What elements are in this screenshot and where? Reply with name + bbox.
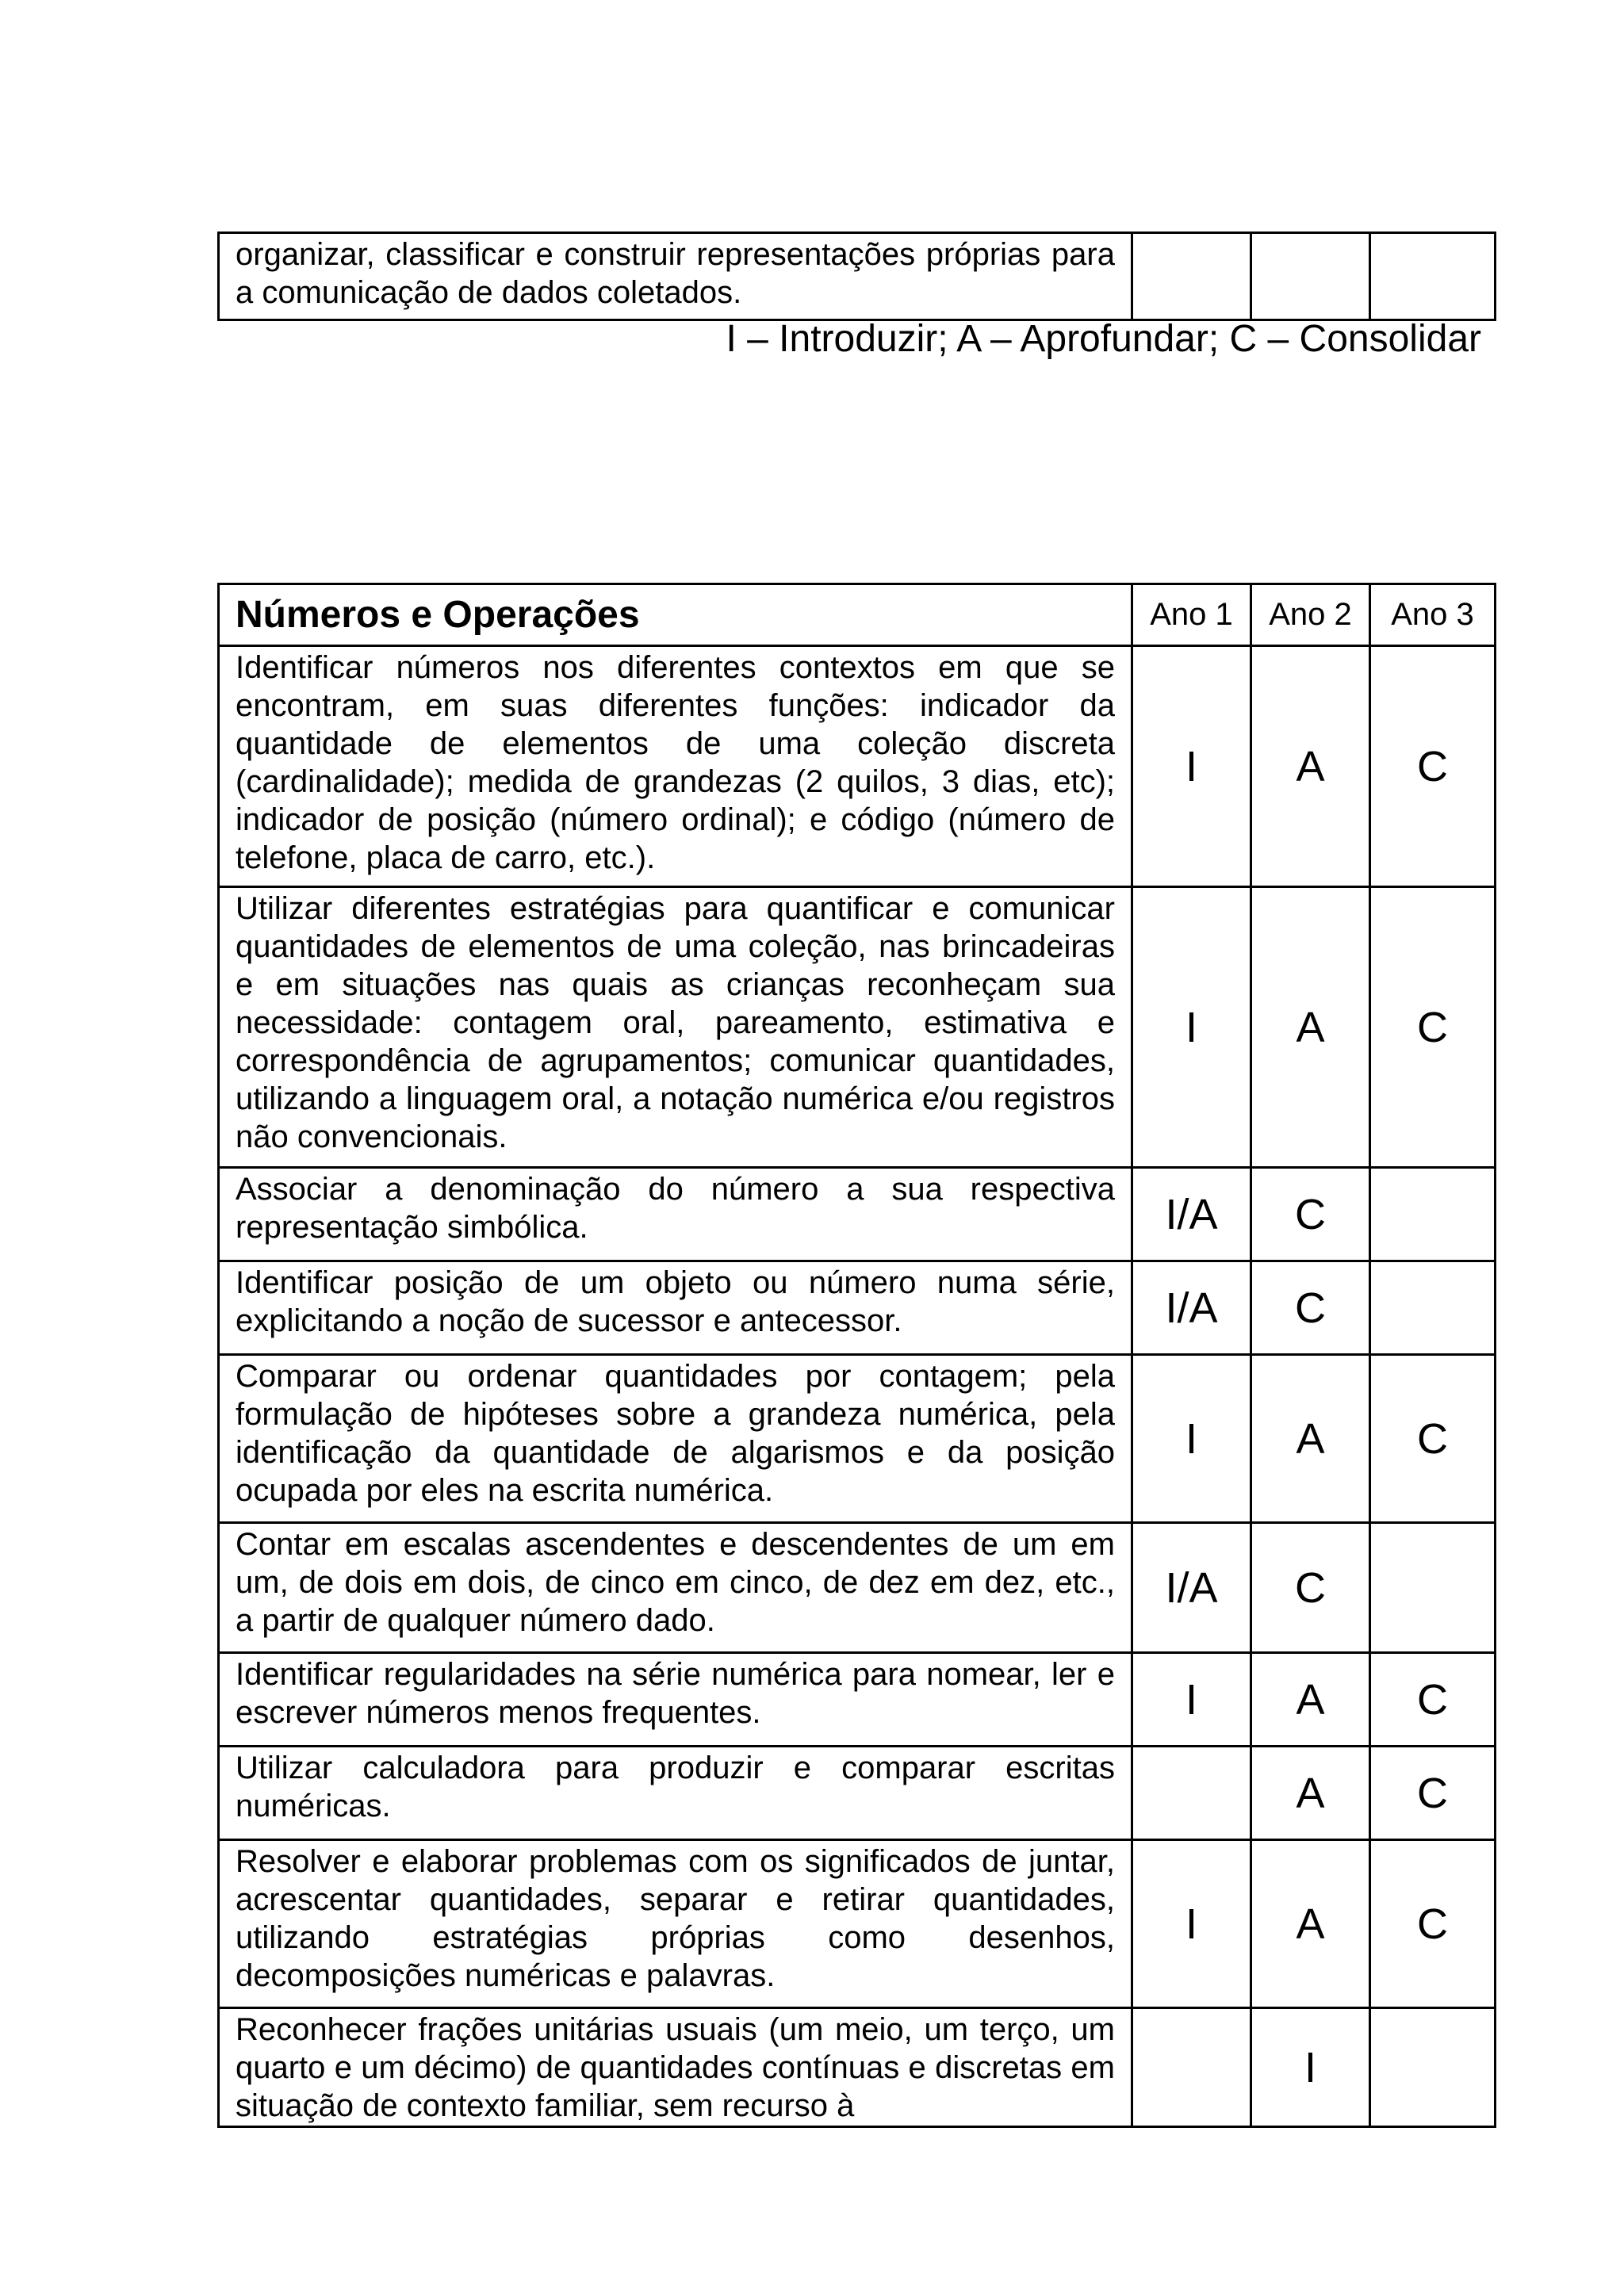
table-row: [219, 1523, 1496, 1653]
ano1-mark: [1132, 1747, 1251, 1840]
table-header-row: [219, 584, 1496, 646]
ano1-mark: [1132, 2008, 1251, 2127]
ano3-mark: C: [1370, 1653, 1496, 1747]
ano3-mark: C: [1370, 887, 1496, 1168]
ano2-mark: A: [1251, 1840, 1370, 2008]
ano3-mark: [1370, 1261, 1496, 1355]
continued-table: [217, 232, 1496, 321]
ano3-mark: [1370, 2008, 1496, 2127]
ano3-mark: C: [1370, 1355, 1496, 1523]
ano1-mark: I: [1132, 646, 1251, 887]
table-row: [219, 1355, 1496, 1523]
ano2-mark: A: [1251, 1653, 1370, 1747]
table-row: [219, 1653, 1496, 1747]
ano3-mark: [1370, 1523, 1496, 1653]
ano2-mark: [1251, 233, 1370, 320]
ano2-mark: A: [1251, 1355, 1370, 1523]
table-row: [219, 887, 1496, 1168]
table-row: [219, 1261, 1496, 1355]
row-description: Reconhecer frações unitárias usuais (um meio, um terço, um quarto e um décimo) de quantidades contínuas e discretas em situação de contexto familiar, sem recurso à: [219, 2008, 1132, 2127]
ano1-mark: I/A: [1132, 1523, 1251, 1653]
ano1-mark: [1132, 233, 1251, 320]
ano3-mark: C: [1370, 646, 1496, 887]
ano3-mark: [1370, 1168, 1496, 1261]
header-ano-3: Ano 3: [1370, 584, 1496, 646]
ano1-mark: I: [1132, 1653, 1251, 1747]
ano3-mark: C: [1370, 1747, 1496, 1840]
numeros-operacoes-table: [217, 583, 1496, 2128]
table-title: Números e Operações: [219, 584, 1132, 646]
row-description: Identificar números nos diferentes contextos em que se encontram, em suas diferentes funções: indicador da quantidade de elementos de uma coleção discreta (cardinalidade); medida de grandezas (2 quilos, 3 dias, etc); indicador de posição (número ordinal); e código (número de telefone, placa de carro, etc.).: [219, 646, 1132, 887]
ano2-mark: A: [1251, 646, 1370, 887]
ano1-mark: I: [1132, 887, 1251, 1168]
table-row: [219, 1168, 1496, 1261]
row-description: Utilizar calculadora para produzir e comparar escritas numéricas.: [219, 1747, 1132, 1840]
ano3-mark: [1370, 233, 1496, 320]
ano1-mark: I/A: [1132, 1261, 1251, 1355]
header-ano-2: Ano 2: [1251, 584, 1370, 646]
ano2-mark: C: [1251, 1261, 1370, 1355]
ano1-mark: I: [1132, 1355, 1251, 1523]
row-description: Contar em escalas ascendentes e descendentes de um em um, de dois em dois, de cinco em cinco, de dez em dez, etc., a partir de qualquer número dado.: [219, 1523, 1132, 1653]
ano2-mark: A: [1251, 1747, 1370, 1840]
table-row: [219, 646, 1496, 887]
row-description: Identificar posição de um objeto ou número numa série, explicitando a noção de sucessor e antecessor.: [219, 1261, 1132, 1355]
ano2-mark: C: [1251, 1168, 1370, 1261]
ano2-mark: A: [1251, 887, 1370, 1168]
legend: I – Introduzir; A – Aprofundar; C – Consolidar: [726, 318, 1481, 360]
header-ano-1: Ano 1: [1132, 584, 1251, 646]
row-description: Associar a denominação do número a sua respectiva representação simbólica.: [219, 1168, 1132, 1261]
row-description: Comparar ou ordenar quantidades por contagem; pela formulação de hipóteses sobre a grandeza numérica, pela identificação da quantidade de algarismos e da posição ocupada por eles na escrita numérica.: [219, 1355, 1132, 1523]
row-description: organizar, classificar e construir representações próprias para a comunicação de dados coletados.: [219, 233, 1132, 320]
table-row: [219, 1840, 1496, 2008]
ano2-mark: C: [1251, 1523, 1370, 1653]
ano1-mark: I: [1132, 1840, 1251, 2008]
row-description: Identificar regularidades na série numérica para nomear, ler e escrever números menos frequentes.: [219, 1653, 1132, 1747]
row-description: Resolver e elaborar problemas com os significados de juntar, acrescentar quantidades, separar e retirar quantidades, utilizando estratégias próprias como desenhos, decomposições numéricas e palavras.: [219, 1840, 1132, 2008]
ano1-mark: I/A: [1132, 1168, 1251, 1261]
ano2-mark: I: [1251, 2008, 1370, 2127]
table-row: [219, 1747, 1496, 1840]
ano3-mark: C: [1370, 1840, 1496, 2008]
table-row: [219, 2008, 1496, 2127]
table-row: [219, 233, 1496, 320]
row-description: Utilizar diferentes estratégias para quantificar e comunicar quantidades de elementos de uma coleção, nas brincadeiras e em situações nas quais as crianças reconheçam sua necessidade: contagem oral, pareamento, estimativa e correspondência de agrupamentos; comunicar quantidades, utilizando a linguagem oral, a notação numérica e/ou registros não convencionais.: [219, 887, 1132, 1168]
